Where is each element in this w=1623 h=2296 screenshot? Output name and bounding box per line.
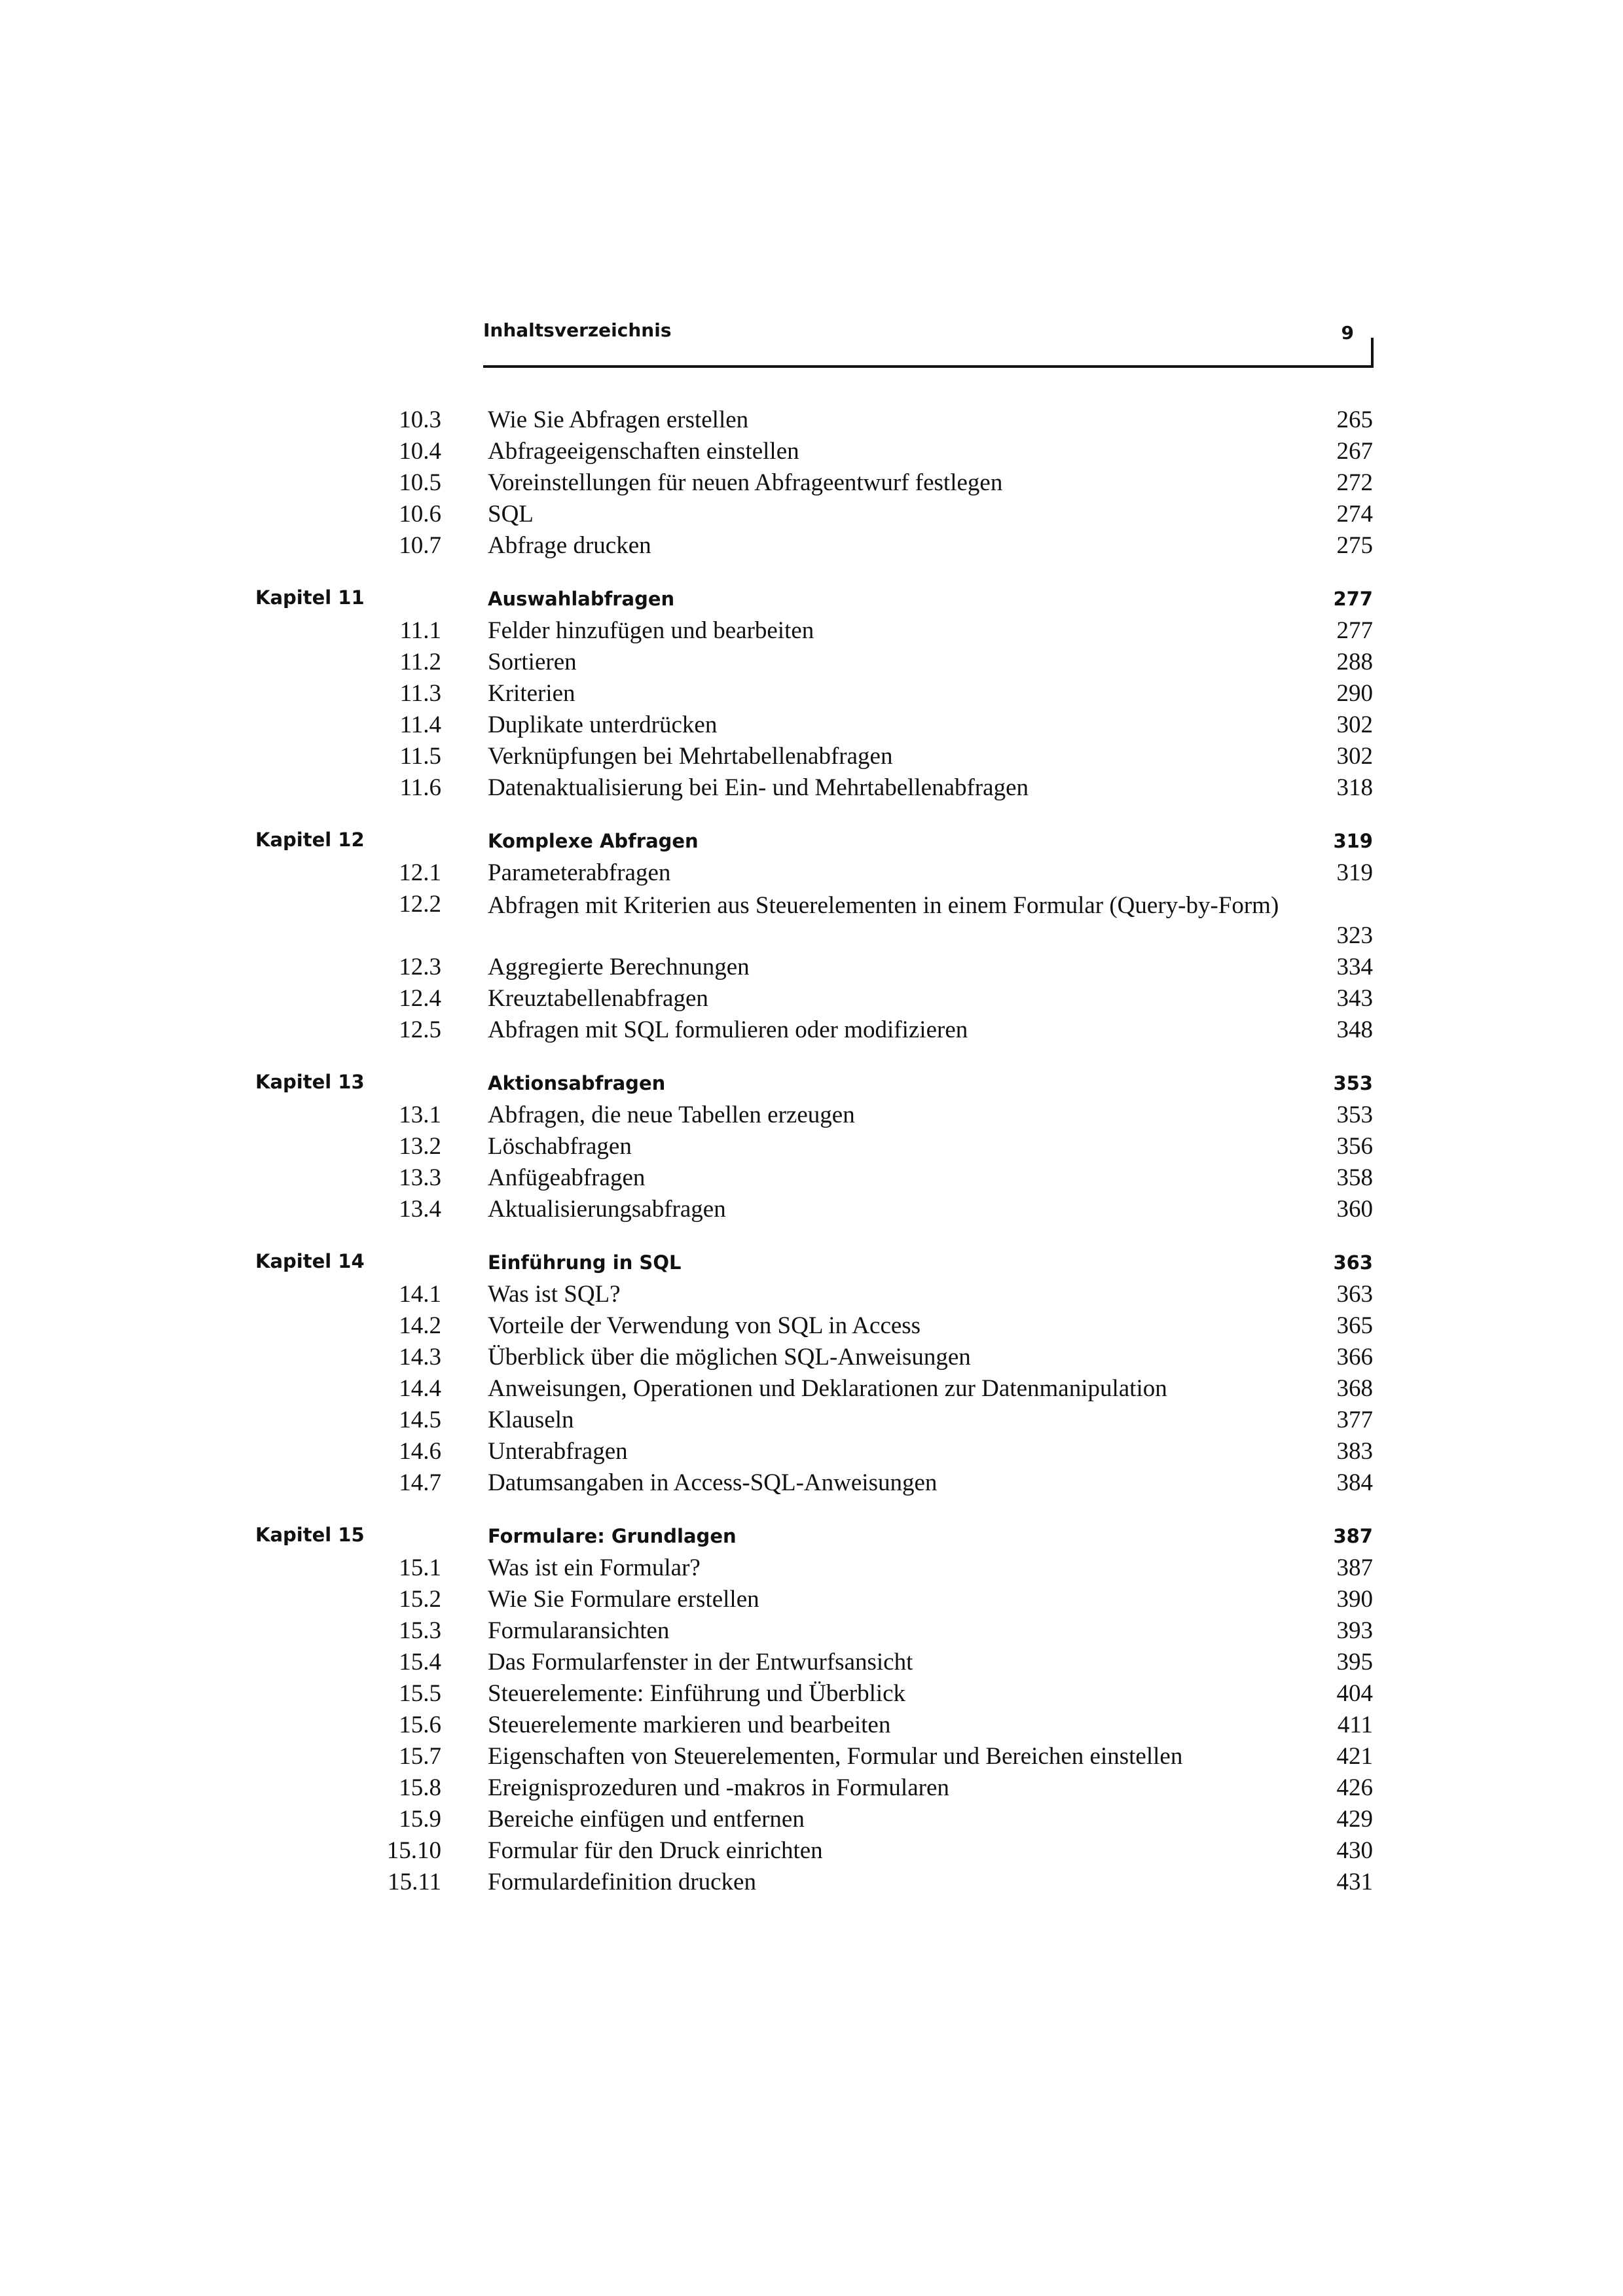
toc-entry[interactable] bbox=[0, 1280, 1623, 1312]
section-page: 348 bbox=[1336, 1016, 1373, 1043]
section-number: 10.5 bbox=[399, 469, 441, 496]
section-page: 426 bbox=[1336, 1774, 1373, 1801]
section-title: Abfragen mit SQL formulieren oder modifizieren bbox=[488, 1016, 968, 1043]
section-number: 13.1 bbox=[399, 1102, 441, 1128]
section-title: Wie Sie Abfragen erstellen bbox=[488, 406, 749, 433]
section-title: Was ist SQL? bbox=[488, 1281, 621, 1308]
toc-entry[interactable] bbox=[0, 437, 1623, 469]
section-number: 13.2 bbox=[399, 1133, 441, 1160]
section-number: 15.11 bbox=[388, 1869, 441, 1895]
section-number: 15.7 bbox=[399, 1743, 441, 1770]
toc-entry[interactable] bbox=[0, 1164, 1623, 1195]
chapter-title: Formulare: Grundlagen bbox=[488, 1525, 737, 1547]
section-page: 356 bbox=[1336, 1133, 1373, 1160]
toc-entry[interactable] bbox=[0, 1406, 1623, 1437]
section-title: Formulardefinition drucken bbox=[488, 1869, 756, 1895]
section-page: 421 bbox=[1336, 1743, 1373, 1770]
chapter-label: Kapitel 15 bbox=[255, 1524, 365, 1546]
section-number: 10.3 bbox=[399, 406, 441, 433]
section-page: 431 bbox=[1336, 1869, 1373, 1895]
section-title: Steuerelemente markieren und bearbeiten bbox=[488, 1712, 891, 1738]
header-title: Inhaltsverzeichnis bbox=[483, 319, 672, 341]
section-number: 10.4 bbox=[399, 438, 441, 465]
toc-entry[interactable] bbox=[0, 1585, 1623, 1617]
section-page: 393 bbox=[1336, 1617, 1373, 1644]
section-title: Das Formularfenster in der Entwurfsansicht bbox=[488, 1649, 913, 1676]
section-title: Datumsangaben in Access-SQL-Anweisungen bbox=[488, 1469, 938, 1496]
section-title: Aggregierte Berechnungen bbox=[488, 954, 750, 980]
section-number: 15.4 bbox=[399, 1649, 441, 1676]
section-number: 14.1 bbox=[399, 1281, 441, 1308]
section-page: 430 bbox=[1336, 1837, 1373, 1864]
section-title: Verknüpfungen bei Mehrtabellenabfragen bbox=[488, 743, 893, 770]
section-page: 366 bbox=[1336, 1344, 1373, 1371]
section-title: Eigenschaften von Steuerelementen, Formular und Bereichen einstellen bbox=[488, 1743, 1183, 1770]
section-page: 319 bbox=[1336, 859, 1373, 886]
toc-entry[interactable] bbox=[0, 1469, 1623, 1500]
section-title: Aktualisierungsabfragen bbox=[488, 1196, 726, 1223]
section-title: Was ist ein Formular? bbox=[488, 1554, 701, 1581]
chapter-page: 277 bbox=[1333, 588, 1373, 610]
section-number: 11.4 bbox=[399, 711, 441, 738]
section-page: 395 bbox=[1336, 1649, 1373, 1676]
section-title: Anweisungen, Operationen und Deklarationen zur Datenmanipulation bbox=[488, 1375, 1167, 1402]
section-title: Kriterien bbox=[488, 680, 575, 707]
section-number: 12.1 bbox=[399, 859, 441, 886]
toc-entry[interactable] bbox=[0, 1132, 1623, 1164]
section-page: 358 bbox=[1336, 1164, 1373, 1191]
section-title: Steuerelemente: Einführung und Überblick bbox=[488, 1680, 906, 1707]
chapter-row[interactable] bbox=[0, 827, 1623, 859]
toc-entry[interactable] bbox=[0, 984, 1623, 1016]
section-number: 13.4 bbox=[399, 1196, 441, 1223]
toc-entry[interactable] bbox=[0, 1437, 1623, 1469]
section-number: 11.1 bbox=[399, 617, 441, 644]
toc-entry[interactable] bbox=[0, 859, 1623, 890]
section-title: Löschabfragen bbox=[488, 1133, 632, 1160]
section-page: 384 bbox=[1336, 1469, 1373, 1496]
section-page: 274 bbox=[1336, 501, 1373, 528]
toc-entry[interactable] bbox=[0, 1101, 1623, 1132]
section-title: Kreuztabellenabfragen bbox=[488, 985, 708, 1012]
chapter-row[interactable] bbox=[0, 585, 1623, 617]
section-number: 15.3 bbox=[399, 1617, 441, 1644]
section-number: 15.10 bbox=[386, 1837, 441, 1864]
toc-entry[interactable] bbox=[0, 531, 1623, 563]
section-title: Voreinstellungen für neuen Abfrageentwurf festlegen bbox=[488, 469, 1003, 496]
section-page: 404 bbox=[1336, 1680, 1373, 1707]
section-page: 368 bbox=[1336, 1375, 1373, 1402]
section-page: 302 bbox=[1336, 711, 1373, 738]
section-title: Anfügeabfragen bbox=[488, 1164, 646, 1191]
section-number: 14.6 bbox=[399, 1438, 441, 1465]
toc-entry[interactable] bbox=[0, 406, 1623, 437]
chapter-page: 387 bbox=[1333, 1525, 1373, 1547]
section-title: Abfrage drucken bbox=[488, 532, 651, 559]
section-number: 14.4 bbox=[399, 1375, 441, 1402]
section-title: Vorteile der Verwendung von SQL in Access bbox=[488, 1312, 921, 1339]
section-number: 12.3 bbox=[399, 954, 441, 980]
toc-entry[interactable] bbox=[0, 469, 1623, 500]
section-page: 411 bbox=[1337, 1712, 1373, 1738]
section-number: 10.6 bbox=[399, 501, 441, 528]
section-number: 15.9 bbox=[399, 1806, 441, 1833]
section-number: 11.3 bbox=[399, 680, 441, 707]
table-of-contents bbox=[0, 406, 1623, 1899]
section-number: 15.5 bbox=[399, 1680, 441, 1707]
section-number: 12.5 bbox=[399, 1016, 441, 1043]
toc-entry[interactable] bbox=[0, 1711, 1623, 1742]
chapter-label: Kapitel 13 bbox=[255, 1071, 365, 1093]
chapter-row[interactable] bbox=[0, 1069, 1623, 1101]
chapter-title: Einführung in SQL bbox=[488, 1251, 682, 1274]
section-number: 15.6 bbox=[399, 1712, 441, 1738]
section-number: 14.3 bbox=[399, 1344, 441, 1371]
toc-entry[interactable] bbox=[0, 1343, 1623, 1374]
section-number: 12.2 bbox=[399, 891, 441, 918]
header-corner-rule bbox=[1371, 338, 1374, 367]
section-number: 15.8 bbox=[399, 1774, 441, 1801]
section-number: 12.4 bbox=[399, 985, 441, 1012]
toc-entry[interactable] bbox=[0, 1837, 1623, 1868]
toc-entry[interactable] bbox=[0, 711, 1623, 742]
toc-entry[interactable] bbox=[0, 1868, 1623, 1899]
section-title: Wie Sie Formulare erstellen bbox=[488, 1586, 759, 1613]
section-page: 377 bbox=[1336, 1407, 1373, 1433]
section-page: 323 bbox=[1336, 922, 1373, 949]
chapter-page: 319 bbox=[1333, 830, 1373, 852]
toc-entry[interactable] bbox=[0, 1016, 1623, 1047]
toc-entry[interactable] bbox=[0, 774, 1623, 805]
running-header bbox=[483, 319, 1374, 368]
section-title: Formularansichten bbox=[488, 1617, 670, 1644]
section-number: 10.7 bbox=[399, 532, 441, 559]
toc-entry[interactable] bbox=[0, 890, 1623, 953]
section-page: 390 bbox=[1336, 1586, 1373, 1613]
header-page-number: 9 bbox=[1341, 322, 1354, 344]
section-title: Bereiche einfügen und entfernen bbox=[488, 1806, 805, 1833]
section-page: 365 bbox=[1336, 1312, 1373, 1339]
section-page: 277 bbox=[1336, 617, 1373, 644]
section-number: 14.5 bbox=[399, 1407, 441, 1433]
section-title: Datenaktualisierung bei Ein- und Mehrtabellenabfragen bbox=[488, 774, 1029, 801]
section-title: Ereignisprozeduren und -makros in Formularen bbox=[488, 1774, 949, 1801]
section-page: 343 bbox=[1336, 985, 1373, 1012]
toc-entry[interactable] bbox=[0, 679, 1623, 711]
section-title: Klauseln bbox=[488, 1407, 574, 1433]
chapter-row[interactable] bbox=[0, 1249, 1623, 1280]
section-number: 14.2 bbox=[399, 1312, 441, 1339]
section-page: 383 bbox=[1336, 1438, 1373, 1465]
section-title: Duplikate unterdrücken bbox=[488, 711, 718, 738]
section-page: 360 bbox=[1336, 1196, 1373, 1223]
section-page: 290 bbox=[1336, 680, 1373, 707]
section-title: Felder hinzufügen und bearbeiten bbox=[488, 617, 814, 644]
section-number: 11.5 bbox=[399, 743, 441, 770]
chapter-title: Aktionsabfragen bbox=[488, 1072, 666, 1094]
toc-entry[interactable] bbox=[0, 1648, 1623, 1679]
chapter-label: Kapitel 14 bbox=[255, 1250, 365, 1272]
toc-entry[interactable] bbox=[0, 742, 1623, 774]
toc-entry[interactable] bbox=[0, 1679, 1623, 1711]
section-page: 353 bbox=[1336, 1102, 1373, 1128]
section-title: Abfragen mit Kriterien aus Steuerelementen in einem Formular (Query-by-Form) bbox=[488, 892, 1279, 919]
section-number: 15.1 bbox=[399, 1554, 441, 1581]
section-page: 387 bbox=[1336, 1554, 1373, 1581]
section-number: 14.7 bbox=[399, 1469, 441, 1496]
section-page: 265 bbox=[1336, 406, 1373, 433]
section-title: Abfragen, die neue Tabellen erzeugen bbox=[488, 1102, 855, 1128]
section-page: 288 bbox=[1336, 649, 1373, 675]
section-number: 15.2 bbox=[399, 1586, 441, 1613]
toc-entry[interactable] bbox=[0, 1554, 1623, 1585]
toc-entry[interactable] bbox=[0, 1805, 1623, 1837]
section-page: 302 bbox=[1336, 743, 1373, 770]
section-page: 267 bbox=[1336, 438, 1373, 465]
section-title: Formular für den Druck einrichten bbox=[488, 1837, 823, 1864]
section-page: 275 bbox=[1336, 532, 1373, 559]
section-title: Überblick über die möglichen SQL-Anweisungen bbox=[488, 1344, 971, 1371]
toc-entry[interactable] bbox=[0, 500, 1623, 531]
toc-entry[interactable] bbox=[0, 617, 1623, 648]
chapter-title: Komplexe Abfragen bbox=[488, 830, 699, 852]
toc-entry[interactable] bbox=[0, 953, 1623, 984]
chapter-label: Kapitel 11 bbox=[255, 586, 365, 609]
toc-entry[interactable] bbox=[0, 1742, 1623, 1774]
section-page: 363 bbox=[1336, 1281, 1373, 1308]
section-number: 11.6 bbox=[399, 774, 441, 801]
chapter-page: 363 bbox=[1333, 1251, 1373, 1274]
section-page: 334 bbox=[1336, 954, 1373, 980]
section-number: 13.3 bbox=[399, 1164, 441, 1191]
section-title: Unterabfragen bbox=[488, 1438, 628, 1465]
chapter-page: 353 bbox=[1333, 1072, 1373, 1094]
chapter-row[interactable] bbox=[0, 1522, 1623, 1554]
toc-entry[interactable] bbox=[0, 1312, 1623, 1343]
section-title: Abfrageeigenschaften einstellen bbox=[488, 438, 799, 465]
section-page: 429 bbox=[1336, 1806, 1373, 1833]
chapter-label: Kapitel 12 bbox=[255, 829, 365, 851]
toc-entry[interactable] bbox=[0, 648, 1623, 679]
section-title: SQL bbox=[488, 501, 534, 528]
toc-entry[interactable] bbox=[0, 1617, 1623, 1648]
section-title: Parameterabfragen bbox=[488, 859, 671, 886]
toc-entry[interactable] bbox=[0, 1374, 1623, 1406]
section-page: 318 bbox=[1336, 774, 1373, 801]
toc-entry[interactable] bbox=[0, 1774, 1623, 1805]
toc-entry[interactable] bbox=[0, 1195, 1623, 1227]
section-title: Sortieren bbox=[488, 649, 577, 675]
section-number: 11.2 bbox=[399, 649, 441, 675]
section-page: 272 bbox=[1336, 469, 1373, 496]
chapter-title: Auswahlabfragen bbox=[488, 588, 675, 610]
